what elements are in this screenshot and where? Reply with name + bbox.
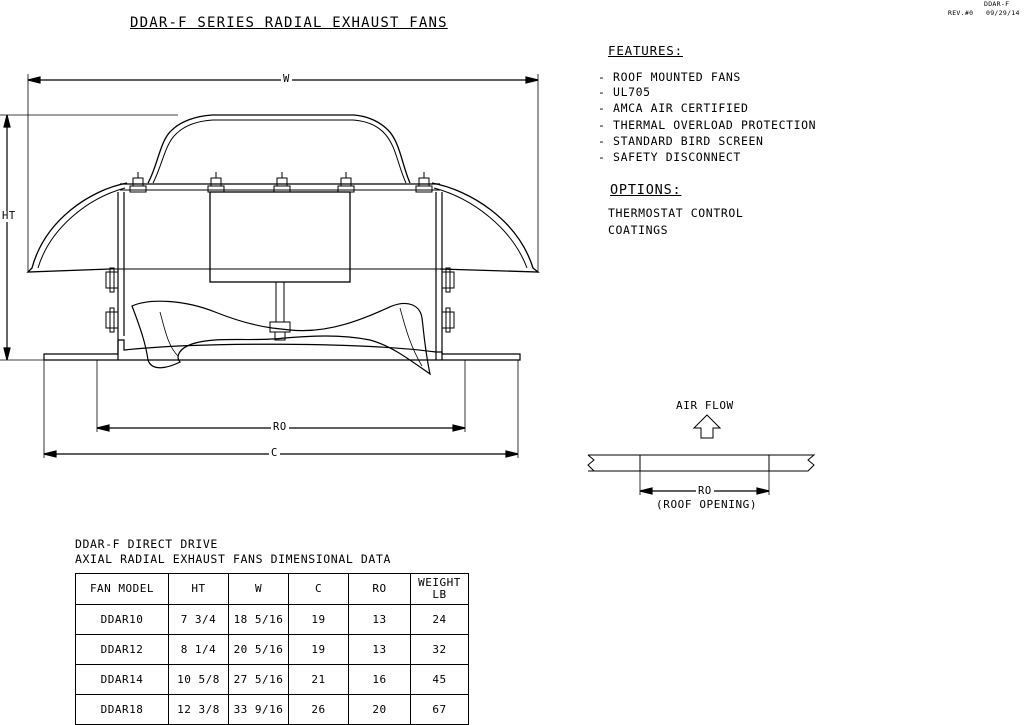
cell-ht: 10 5/8 (169, 665, 229, 695)
dim-w-label: W (283, 73, 290, 85)
cell-c: 19 (289, 605, 349, 635)
cell-model: DDAR14 (76, 665, 169, 695)
col-fan-model: FAN MODEL (76, 574, 169, 605)
revision-date: 09/29/14 (986, 9, 1020, 17)
feature-item: - THERMAL OVERLOAD PROTECTION (598, 118, 817, 132)
drawing-title: DDAR-F SERIES RADIAL EXHAUST FANS (130, 15, 448, 31)
table-caption-line2: AXIAL RADIAL EXHAUST FANS DIMENSIONAL DATA (75, 552, 391, 566)
dimensions-table (75, 573, 469, 725)
dim-ro-label: RO (273, 421, 287, 433)
revision-label: REV.#0 (948, 9, 974, 17)
feature-item: - ROOF MOUNTED FANS (598, 70, 741, 84)
col-weight: WEIGHT LB (411, 574, 469, 605)
cell-ht: 12 3/8 (169, 695, 229, 725)
option-item: COATINGS (608, 223, 669, 237)
options-heading: OPTIONS: (610, 182, 682, 198)
cell-ht: 8 1/4 (169, 635, 229, 665)
roof-opening-label: (ROOF OPENING) (656, 498, 758, 511)
col-ro: RO (349, 574, 411, 605)
cell-c: 19 (289, 635, 349, 665)
cell-ro: 16 (349, 665, 411, 695)
col-w: W (229, 574, 289, 605)
cell-ro: 13 (349, 635, 411, 665)
cell-weight: 32 (411, 635, 469, 665)
table-row (76, 635, 469, 665)
feature-item: - STANDARD BIRD SCREEN (598, 134, 764, 148)
cell-ro: 13 (349, 605, 411, 635)
cell-model: DDAR10 (76, 605, 169, 635)
table-caption-line1: DDAR-F DIRECT DRIVE (75, 537, 218, 551)
airflow-label: AIR FLOW (676, 399, 734, 412)
col-c: C (289, 574, 349, 605)
drawing-code: DDAR-F (984, 0, 1010, 8)
feature-item: - SAFETY DISCONNECT (598, 150, 741, 164)
roof-ro-label: RO (698, 485, 712, 497)
table-row (76, 695, 469, 725)
table-header-row (76, 574, 469, 605)
col-ht: HT (169, 574, 229, 605)
table-row (76, 665, 469, 695)
dim-ht-label: HT (2, 210, 16, 222)
cell-weight: 45 (411, 665, 469, 695)
feature-item: - AMCA AIR CERTIFIED (598, 101, 749, 115)
cell-c: 21 (289, 665, 349, 695)
dim-c-label: C (271, 447, 278, 459)
cell-w: 18 5/16 (229, 605, 289, 635)
feature-item: - UL705 (598, 85, 651, 99)
cell-model: DDAR18 (76, 695, 169, 725)
cell-weight: 67 (411, 695, 469, 725)
cell-c: 26 (289, 695, 349, 725)
cell-model: DDAR12 (76, 635, 169, 665)
cell-w: 33 9/16 (229, 695, 289, 725)
option-item: THERMOSTAT CONTROL (608, 206, 744, 220)
cell-w: 20 5/16 (229, 635, 289, 665)
cell-w: 27 5/16 (229, 665, 289, 695)
cell-ro: 20 (349, 695, 411, 725)
features-heading: FEATURES: (608, 43, 683, 58)
cell-weight: 24 (411, 605, 469, 635)
cell-ht: 7 3/4 (169, 605, 229, 635)
table-row (76, 605, 469, 635)
